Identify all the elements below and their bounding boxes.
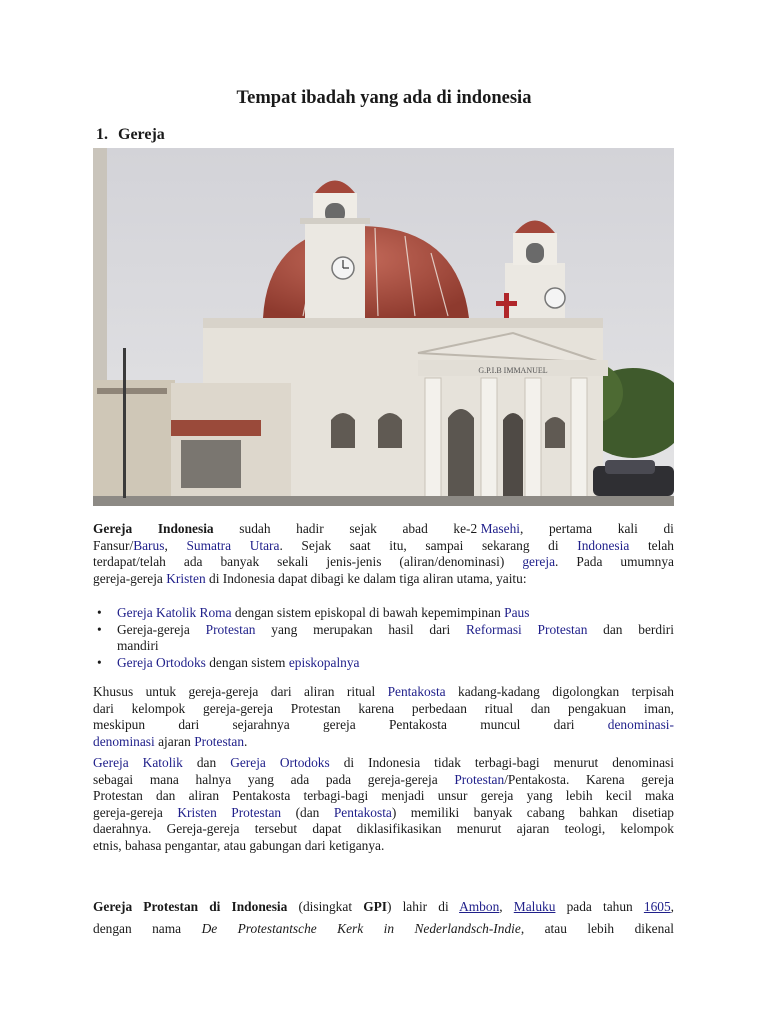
text: ) lahir di [387,899,449,914]
text: Khusus untuk gereja-gereja dari aliran ritual [93,684,376,699]
text-bold: GPI [363,899,387,914]
link-paus[interactable]: Paus [504,605,530,620]
text: abad [402,521,428,536]
text: ) memiliki banyak cabang bahkan disetiap [391,804,674,820]
p2-line-4 [93,734,674,751]
facade-text: G.P.I.B IMMANUEL [478,366,548,375]
section-label: Gereja [118,126,165,143]
text: dan berdiri [603,621,674,637]
church-illustration [93,148,674,506]
text: pertama [548,521,593,536]
text: sudah [239,521,271,536]
link-denominasi[interactable]: denominasi- [607,717,674,733]
link-masehi[interactable]: Masehi [480,521,520,536]
bullet-icon: • [97,605,102,620]
text: gereja-gereja [93,570,163,586]
p1-line-2 [93,538,674,555]
link-protestan[interactable]: Protestan [205,621,256,637]
text: , atau lebih dikenal [520,921,674,936]
text: sebagai mana halnya yang ada pada gereja-gereja [93,771,438,787]
link-gereja[interactable]: gereja [522,554,556,570]
text: di Indonesia dapat dibagi ke dalam tiga aliran utama, yaitu: [209,570,527,586]
text: di [663,521,674,536]
text: (dan [295,804,320,820]
list-item [93,605,674,622]
link-pentakosta-2[interactable]: Pentakosta [333,804,392,820]
paragraph-pentakosta [93,684,674,750]
text: (disingkat [298,899,353,914]
text: gereja-gereja [93,804,163,820]
text: dengan nama [93,921,182,936]
p4-line-2 [93,918,674,940]
list-item [93,622,674,655]
link-pentakosta[interactable]: Pentakosta [387,684,446,699]
text: . Sejak saat itu, sampai sekarang di [279,537,559,553]
text: /Pentakosta. Karena gereja [504,771,675,787]
p2-line-2: dari kelompok gereja-gereja Protestan karena perbedaan ritual dan pengakuan iman, [93,700,674,716]
denomination-list [93,605,674,671]
p3-line-1 [93,755,674,772]
text: , [519,521,524,536]
text: dan [196,755,217,770]
page-title: Tempat ibadah yang ada di indonesia [236,88,532,108]
text: di Indonesia tidak terbagi-bagi menurut denominasi [343,755,674,770]
text: dengan sistem [209,654,286,670]
link-gereja-katolik[interactable]: Gereja Katolik [93,755,183,770]
link-kristen-protestan[interactable]: Kristen Protestan [177,804,282,820]
text-bold: Gereja Protestan di Indonesia [93,899,288,914]
paragraph-intro [93,521,674,587]
link-denominasi-cont[interactable]: denominasi [93,733,155,749]
text: , [670,899,675,914]
text-group [453,521,523,538]
text: sejak [349,521,377,536]
text: Gereja-gereja [117,621,190,637]
link-protestan-2[interactable]: Protestan [194,733,245,749]
bullet-icon: • [97,621,102,637]
text: terdapat/telah ada banyak sekali jenis-jenis (aliran/denominasi) [93,554,505,570]
text: . [244,733,248,749]
list-item-line [117,622,674,639]
text: , [164,537,168,553]
p3-line-4 [93,805,674,822]
bullet-icon: • [97,654,102,670]
church-photo [93,148,674,506]
link-indonesia[interactable]: Indonesia [577,537,630,553]
p1-line-4 [93,571,674,588]
text: meskipun dari sejarahnya gereja Pentakosta muncul dari [93,717,575,733]
p2-line-1 [93,684,674,701]
p3-line-6: etnis, bahasa pengantar, atau gabungan dari ketiganya. [93,837,385,853]
text-italic: De Protestantsche Kerk in Nederlandsch-Indie [201,921,521,936]
link-maluku[interactable]: Maluku [513,899,556,914]
list-item [93,655,674,672]
paragraph-gpi [93,896,674,940]
text: . Pada umumnya [555,554,674,570]
link-gereja-ortodoks[interactable]: Gereja Ortodoks [117,654,206,670]
text: Fansur/ [93,537,134,553]
text: , [499,899,503,914]
section-number: 1. [96,126,108,143]
link-episkopalnya[interactable]: episkopalnya [288,654,360,670]
text: ke-2 [453,521,478,536]
link-reformasi-protestan[interactable]: Reformasi Protestan [466,621,588,637]
link-sumatra-utara[interactable]: Sumatra Utara [186,537,280,553]
p3-line-3: Protestan dan aliran Pentakosta terbagi-bagi menjadi unsur gereja yang lebih kecil maka [93,788,674,804]
link-ambon[interactable]: Ambon [459,899,500,914]
link-kristen[interactable]: Kristen [166,570,206,586]
paragraph-katolik-ortodoks [93,755,674,855]
link-1605[interactable]: 1605 [643,899,671,914]
p3-line-5: daerahnya. Gereja-gereja tersebut dapat diklasifikasikan menurut ajaran teologi, kelompok [93,821,674,837]
p1-line-1 [93,521,674,538]
link-gereja-ortodoks-2[interactable]: Gereja Ortodoks [230,755,330,770]
p3-line-2 [93,772,674,789]
link-protestan-3[interactable]: Protestan [454,771,505,787]
text-bold: Indonesia [157,521,214,536]
text-bold: Gereja [93,521,133,536]
text: dengan sistem episkopal di bawah kepemimpinan [234,605,501,620]
text: kali [617,521,638,536]
text: yang merupakan hasil dari [271,621,451,637]
p2-line-3 [93,717,674,734]
text: ajaran [158,733,191,749]
section-heading [96,126,165,144]
text: hadir [296,521,324,536]
text: mandiri [117,638,159,654]
text: kadang-kadang digolongkan terpisah [458,684,674,699]
p1-line-3 [93,554,674,571]
link-gereja-katolik-roma[interactable]: Gereja Katolik Roma [117,605,232,620]
text: pada tahun [566,899,633,914]
link-barus[interactable]: Barus [133,537,165,553]
p4-line-1 [93,896,674,918]
text: telah [647,537,674,553]
